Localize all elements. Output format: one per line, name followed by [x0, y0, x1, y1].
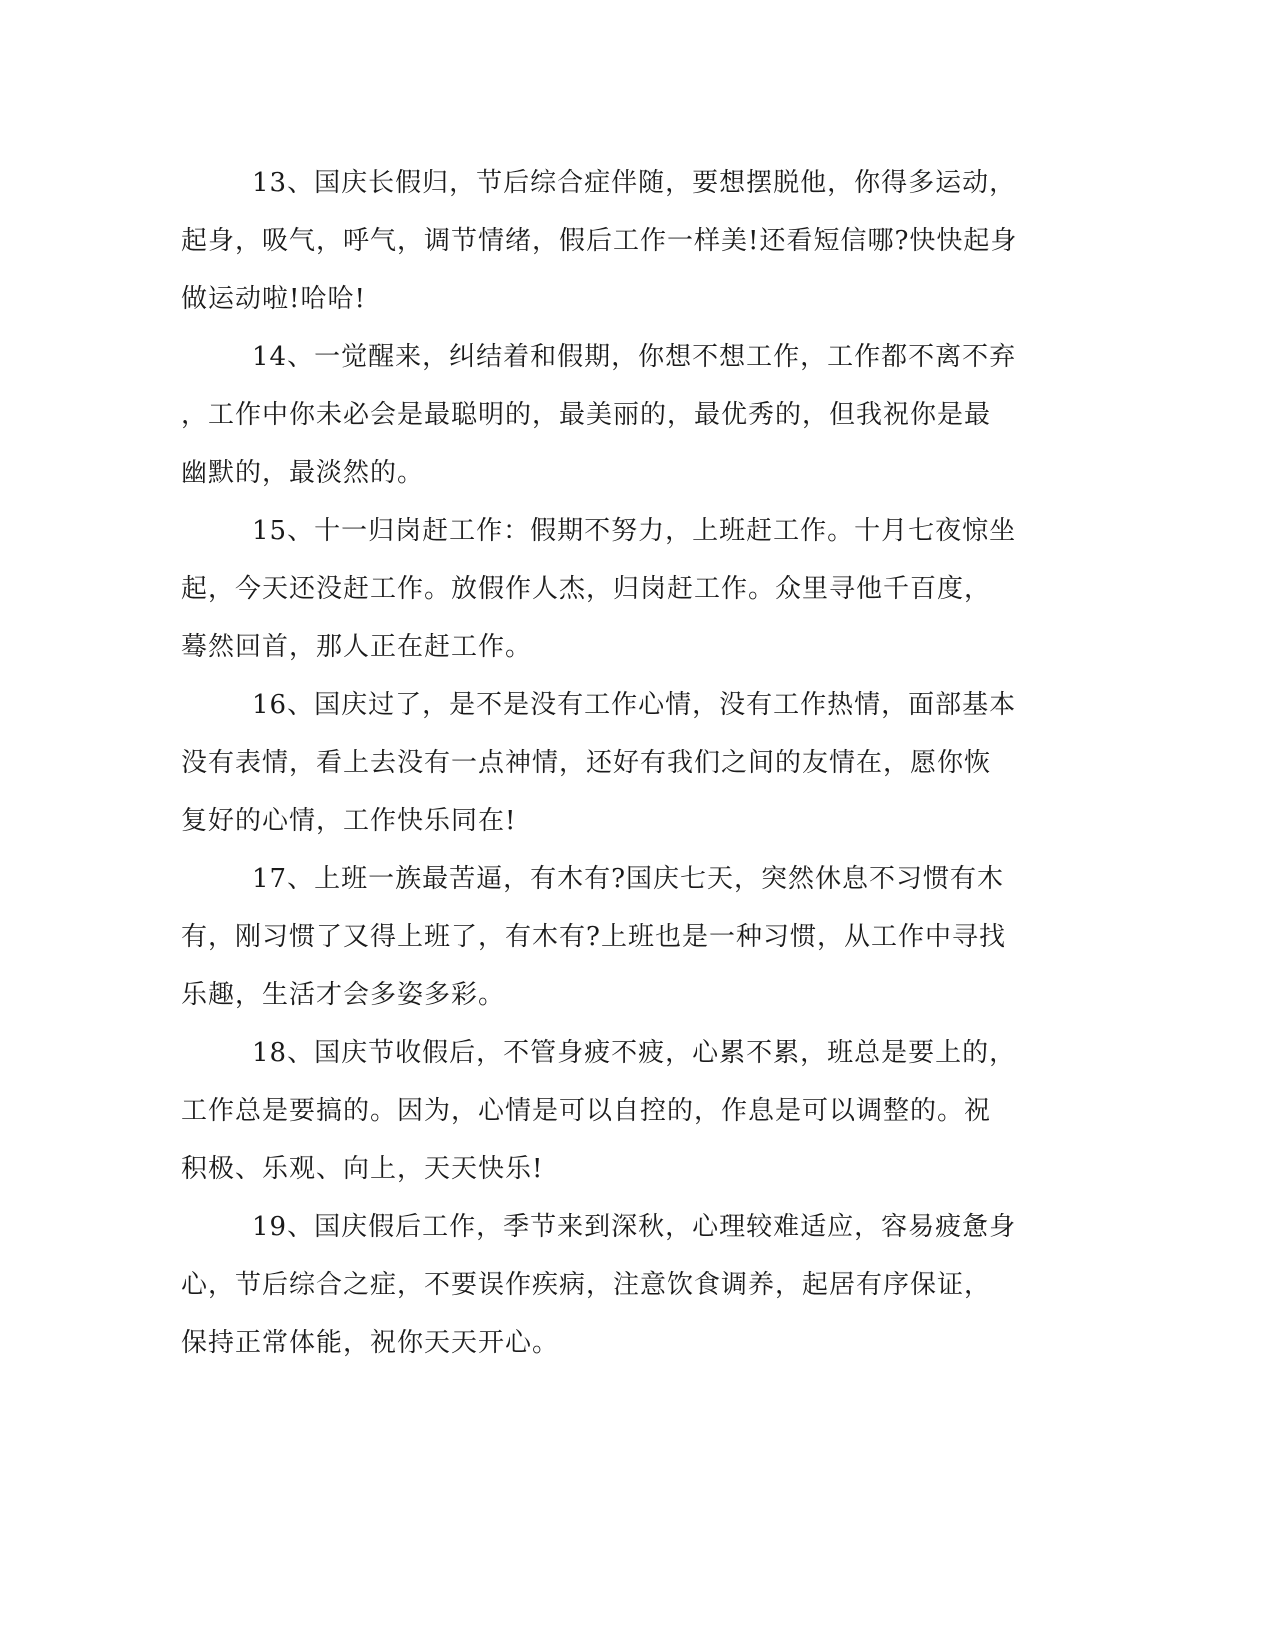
paragraph-line: 起，今天还没赶工作。放假作人杰，归岗赶工作。众里寻他千百度，	[181, 574, 992, 604]
paragraph-line: 16、国庆过了，是不是没有工作心情，没有工作热情，面部基本	[252, 690, 1017, 720]
paragraph-line: 积极、乐观、向上，天天快乐!	[181, 1154, 544, 1184]
paragraph-18	[181, 1024, 1041, 1198]
paragraph-line: 工作总是要搞的。因为，心情是可以自控的，作息是可以调整的。祝	[181, 1096, 992, 1126]
paragraph-line: 18、国庆节收假后，不管身疲不疲，心累不累，班总是要上的，	[252, 1038, 1017, 1068]
paragraph-14	[181, 328, 1041, 502]
paragraph-line: 17、上班一族最苦逼，有木有?国庆七天，突然休息不习惯有木	[252, 864, 1005, 894]
paragraph-line: 幽默的，最淡然的。	[181, 458, 425, 488]
paragraph-line: 保持正常体能，祝你天天开心。	[181, 1328, 560, 1358]
paragraph-line: ，工作中你未必会是最聪明的，最美丽的，最优秀的，但我祝你是最	[181, 400, 992, 430]
paragraph-17	[181, 850, 1041, 1024]
paragraph-19	[181, 1198, 1041, 1372]
paragraph-16	[181, 676, 1041, 850]
paragraph-line: 蓦然回首，那人正在赶工作。	[181, 632, 533, 662]
paragraph-line: 复好的心情，工作快乐同在!	[181, 806, 517, 836]
paragraph-13	[181, 154, 1041, 328]
paragraph-line: 心，节后综合之症，不要误作疾病，注意饮食调养，起居有序保证，	[181, 1270, 992, 1300]
paragraph-line: 13、国庆长假归，节后综合症伴随，要想摆脱他，你得多运动，	[252, 168, 1017, 198]
paragraph-line: 有，刚习惯了又得上班了，有木有?上班也是一种习惯，从工作中寻找	[181, 922, 1006, 952]
document-body	[181, 154, 1041, 1372]
paragraph-line: 19、国庆假后工作，季节来到深秋，心理较难适应，容易疲惫身	[252, 1212, 1017, 1242]
paragraph-line: 15、十一归岗赶工作：假期不努力，上班赶工作。十月七夜惊坐	[252, 516, 1017, 546]
paragraph-15	[181, 502, 1041, 676]
paragraph-line: 起身，吸气，呼气，调节情绪，假后工作一样美!还看短信哪?快快起身	[181, 226, 1018, 256]
paragraph-line: 没有表情，看上去没有一点神情，还好有我们之间的友情在，愿你恢	[181, 748, 992, 778]
paragraph-line: 做运动啦!哈哈!	[181, 284, 366, 314]
paragraph-line: 14、一觉醒来，纠结着和假期，你想不想工作，工作都不离不弃	[252, 342, 1017, 372]
paragraph-line: 乐趣，生活才会多姿多彩。	[181, 980, 506, 1010]
